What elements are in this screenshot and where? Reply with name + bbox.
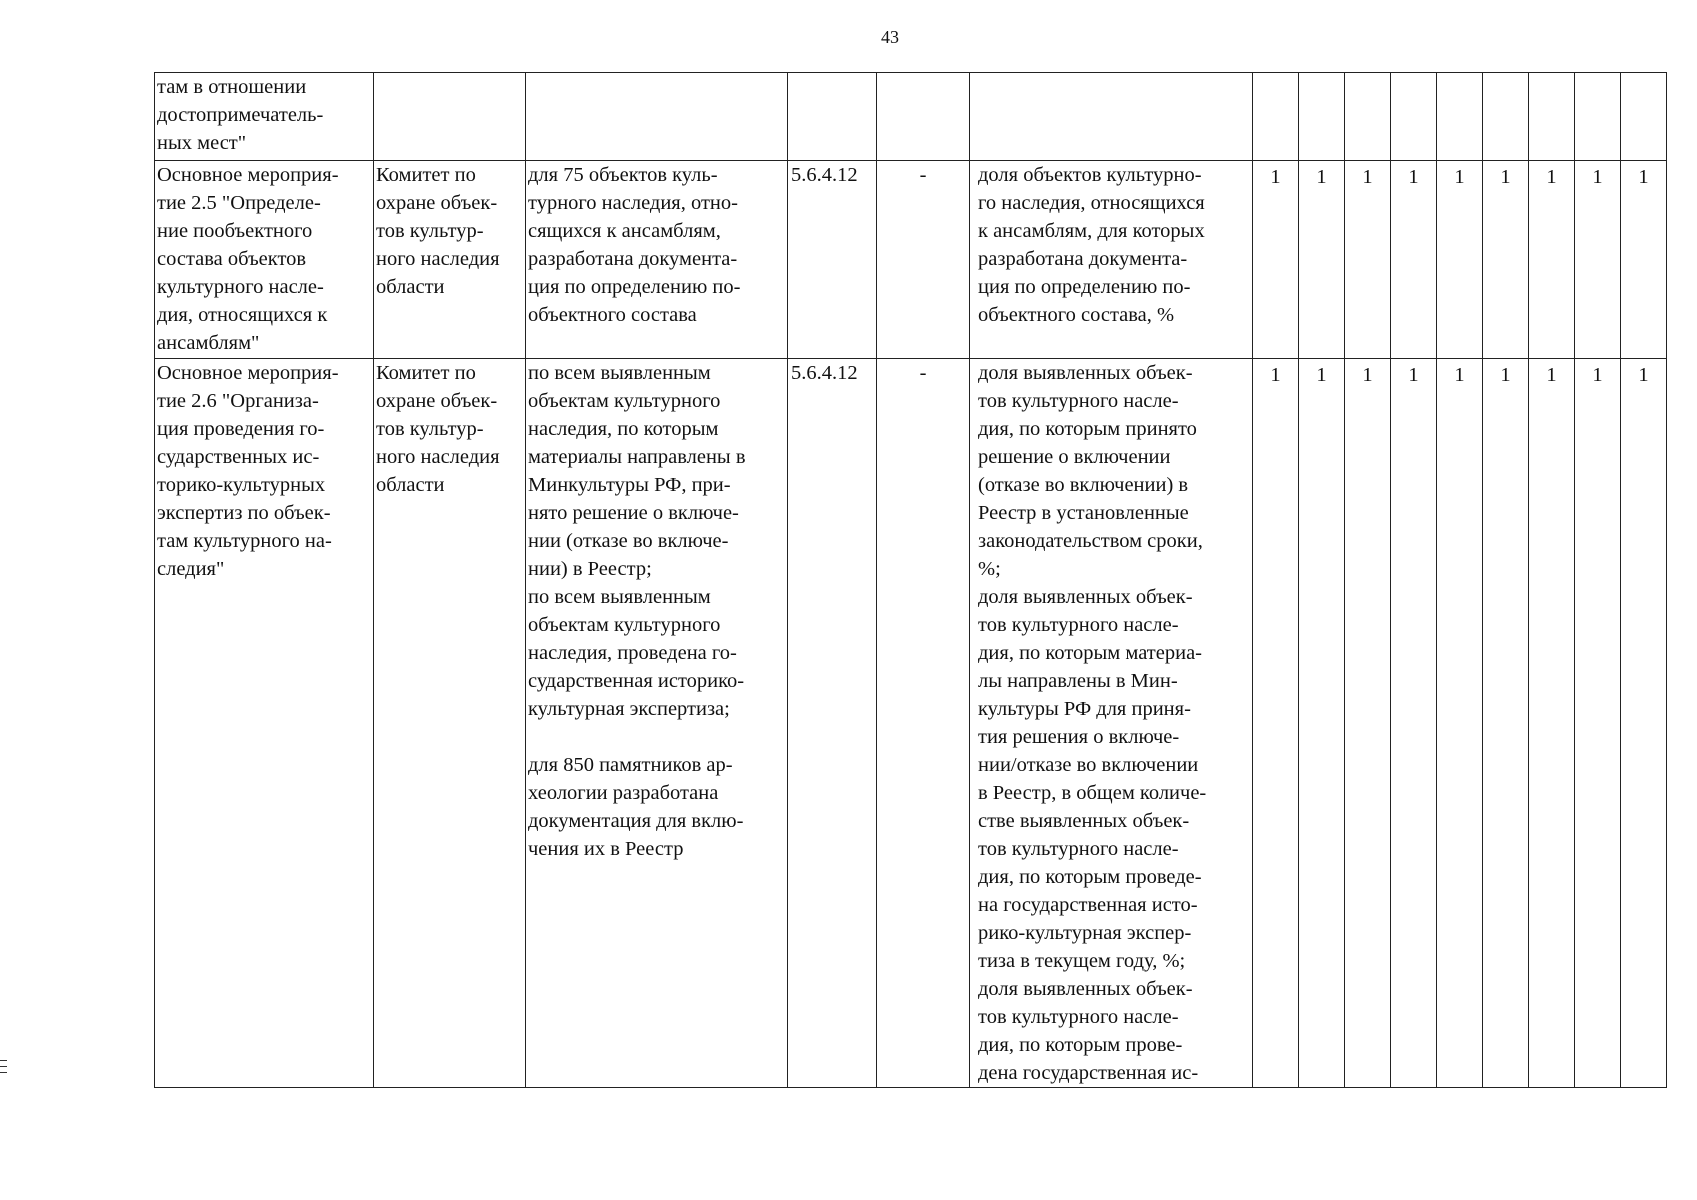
year-value-cell: 1	[1345, 359, 1391, 1088]
year-value-cell: 1	[1621, 161, 1667, 359]
year-value-cell: 1	[1299, 161, 1345, 359]
result-cell: для 75 объектов куль- турного наследия, отно- сящихся к ансамблям, разработана документа- ция по определению по- объектного состава	[526, 161, 788, 359]
year-value-cell: 1	[1529, 161, 1575, 359]
year-value-cell: 1	[1437, 161, 1483, 359]
year-value-cell	[1253, 73, 1299, 161]
year-value-cell: 1	[1437, 359, 1483, 1088]
indicator-code-cell	[788, 73, 877, 161]
dash-cell	[877, 73, 970, 161]
year-value-cell: 1	[1575, 161, 1621, 359]
year-value-cell	[1391, 73, 1437, 161]
year-value-cell	[1575, 73, 1621, 161]
year-value-cell: 1	[1253, 161, 1299, 359]
executor-cell	[374, 73, 526, 161]
scan-edge-marks	[0, 1060, 8, 1078]
year-value-cell	[1529, 73, 1575, 161]
year-value-cell	[1483, 73, 1529, 161]
year-value-cell: 1	[1345, 161, 1391, 359]
indicator-code-cell: 5.6.4.12	[788, 161, 877, 359]
year-value-cell	[1345, 73, 1391, 161]
table-row	[155, 73, 1667, 161]
indicator-code-cell: 5.6.4.12	[788, 359, 877, 1088]
event-cell: Основное мероприя- тие 2.6 "Организа- ция проведения го- сударственных ис- торико-культурных экспертиз по объек- там культурного на- следия"	[155, 359, 374, 1088]
result-cell: по всем выявленным объектам культурного наследия, по которым материалы направлены в Минкультуры РФ, при- нято решение о включе- нии (отказе во включе- нии) в Реестр; по всем выявленным объектам культурного наследия, проведена го- сударственная историко- культурная экспертиза; для 850 памятников ар- хеологии разработана документация для вклю- чения их в Реестр	[526, 359, 788, 1088]
year-value-cell: 1	[1299, 359, 1345, 1088]
indicator-cell: доля выявленных объек- тов культурного насле- дия, по которым принято решение о включении (отказе во включении) в Реестр в установленные законодательством сроки, %; доля выявленных объек- тов культурного насле- дия, по которым материа- лы направлены в Мин- культуры РФ для приня- тия решения о включе- нии/отказе во включении в Реестр, в общем количе- стве выявленных объек- тов культурного насле- дия, по которым проведе- на государственная исто- рико-культурная экспер- тиза в текущем году, %; доля выявленных объек- тов культурного насле- дия, по которым прове- дена государственная ис-	[970, 359, 1253, 1088]
indicator-cell: доля объектов культурно- го наследия, относящихся к ансамблям, для которых разработана документа- ция по определению по- объектного состава, %	[970, 161, 1253, 359]
page-number: 43	[881, 27, 899, 47]
year-value-cell: 1	[1253, 359, 1299, 1088]
year-value-cell: 1	[1483, 359, 1529, 1088]
year-value-cell: 1	[1621, 359, 1667, 1088]
year-value-cell	[1299, 73, 1345, 161]
year-value-cell: 1	[1529, 359, 1575, 1088]
year-value-cell	[1621, 73, 1667, 161]
executor-cell: Комитет по охране объек- тов культур- ного наследия области	[374, 359, 526, 1088]
result-cell	[526, 73, 788, 161]
dash-cell: -	[877, 161, 970, 359]
year-value-cell: 1	[1391, 161, 1437, 359]
executor-cell: Комитет по охране объек- тов культур- ного наследия области	[374, 161, 526, 359]
table-row	[155, 359, 1667, 1088]
program-events-table	[154, 72, 1667, 1088]
year-value-cell: 1	[1575, 359, 1621, 1088]
indicator-cell	[970, 73, 1253, 161]
event-cell: там в отношении достопримечатель- ных мест"	[155, 73, 374, 161]
year-value-cell	[1437, 73, 1483, 161]
table-row	[155, 161, 1667, 359]
year-value-cell: 1	[1391, 359, 1437, 1088]
event-cell: Основное мероприя- тие 2.5 "Определе- ние пообъектного состава объектов культурного насле- дия, относящихся к ансамблям"	[155, 161, 374, 359]
dash-cell: -	[877, 359, 970, 1088]
year-value-cell: 1	[1483, 161, 1529, 359]
